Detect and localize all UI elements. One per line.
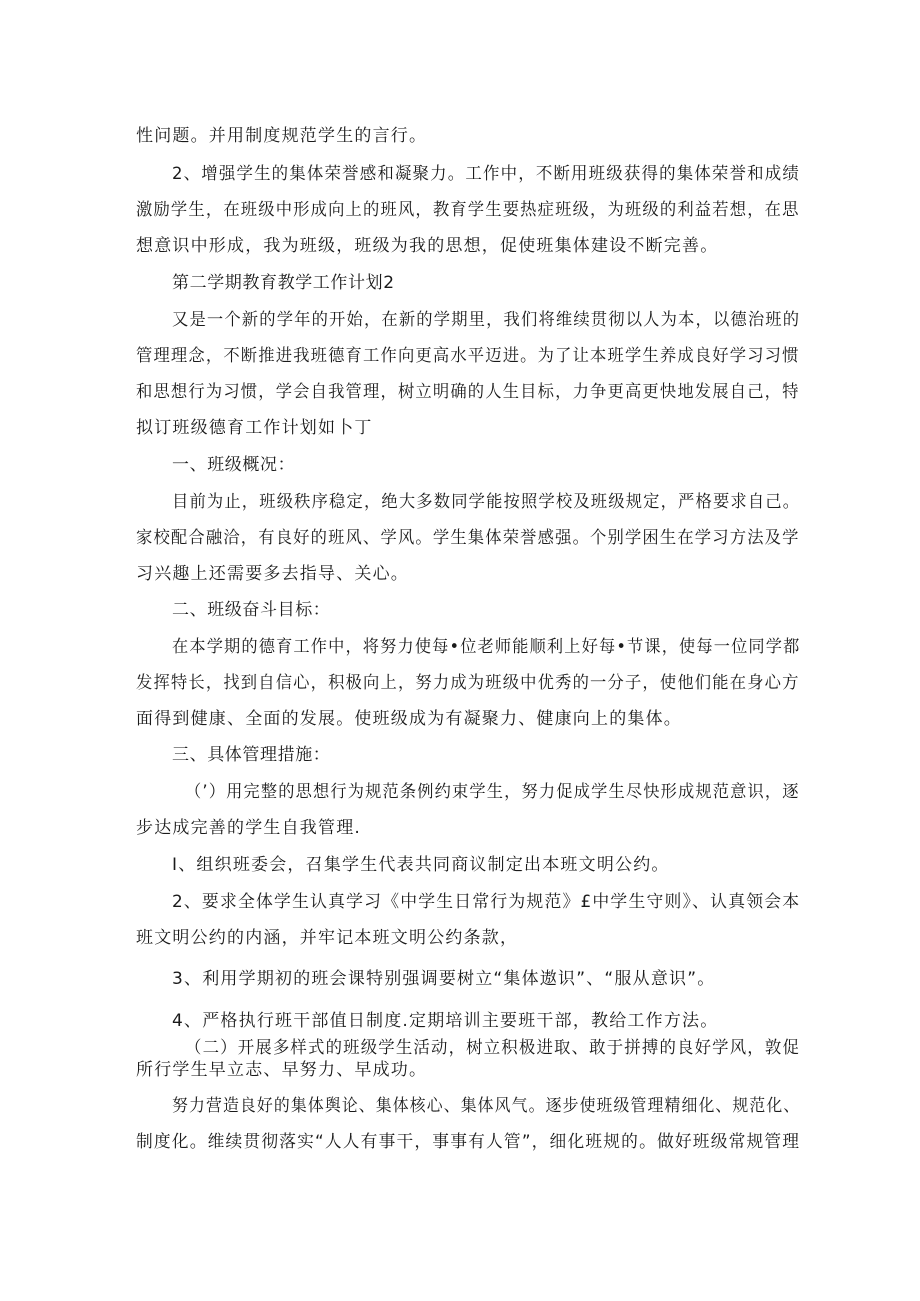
text-line: 2、要求全体学生认真学习《中学生日常行为规范》£中学生守则》、认真领会本 [172, 892, 801, 912]
text-line: 4、严格执行班干部值日制度.定期培训主要班干部，教给工作方法。 [172, 1011, 719, 1031]
text-line: 激励学生，在班级中形成向上的班风，教育学生要热症班级，为班级的利益若想，在思 [136, 200, 800, 220]
text-line: 面得到健康、全面的发展。使班级成为有凝聚力、健康向上的集体。 [136, 709, 682, 729]
text-line: 习兴趣上还需要多去指导、关心。 [136, 564, 409, 584]
text-line: 3、利用学期初的班会课特别强调要树立“集体遨识”、“服从意识”。 [172, 969, 716, 989]
text-line: I、组织班委会，召集学生代表共同商议制定出本班文明公约。 [172, 855, 670, 875]
text-line: 目前为止，班级秩序稳定，绝大多数同学能按照学校及班级规定，严格要求自己。 [172, 492, 801, 512]
text-line: 家校配合融洽，有良好的班风、学风。学生集体荣誉感强。个别学困生在学习方法及学 [136, 528, 800, 548]
text-line: 在本学期的德育工作中，将努力使每•位老师能顺利上好每•节课，使每一位同学都 [172, 637, 801, 657]
text-line: （二）开展多样式的班级学生活动，树立积极进取、敢于拼搏的良好学风，敦促 [185, 1038, 801, 1058]
text-line: 想意识中形成，我为班级，班级为我的思想，促使班集体建设不断完善。 [136, 236, 719, 256]
section-title: 第二学期教育教学工作计划2 [172, 273, 395, 293]
text-line: 班文明公约的内涵，并牢记本班文明公约条款， [136, 928, 519, 948]
text-line: 管理理念，不断推进我班德育工作向更高水平迈进。为了让本班学生养成良好学习习惯 [136, 346, 800, 366]
text-line: 步达成完善的学生自我管理. [136, 818, 362, 838]
text-line: 努力营造良好的集体舆论、集体核心、集体风气。逐步使班级管理精细化、规范化、 [172, 1096, 801, 1116]
text-line: 制度化。维续贯彻落实“人人有事干，事事有人管”，细化班规的。做好班级常规管理 [136, 1132, 801, 1152]
text-line: 发挥特长，找到自信心，积极向上，努力成为班级中优秀的一分子，使他们能在身心方 [136, 673, 800, 693]
text-line: 所行学生早立志、早努力、早成功。 [136, 1060, 428, 1080]
text-line: 又是一个新的学年的开始，在新的学期里，我们将维续贯彻以人为本，以德治班的 [172, 310, 801, 330]
section-heading: 三、具体管理措施： [172, 745, 331, 765]
text-line: （’）用完整的思想行为规范条例约束学生，努力促成学生尽快形成规范意识，逐 [185, 782, 800, 802]
text-line: 和思想行为习惯，学会自我管理，树立明确的人生目标，力争更高更快地发展自己，特 [136, 382, 800, 402]
text-line: 2、增强学生的集体荣誉感和凝聚力。工作中，不断用班级获得的集体荣誉和成绩 [172, 164, 800, 184]
section-heading: 二、班级奋斗目标： [172, 600, 331, 620]
text-line: 性问题。并用制度规范学生的言行。 [136, 126, 428, 146]
text-line: 拟订班级德育工作计划如卜丁 [136, 418, 373, 438]
section-heading: 一、班级概况： [172, 455, 296, 475]
